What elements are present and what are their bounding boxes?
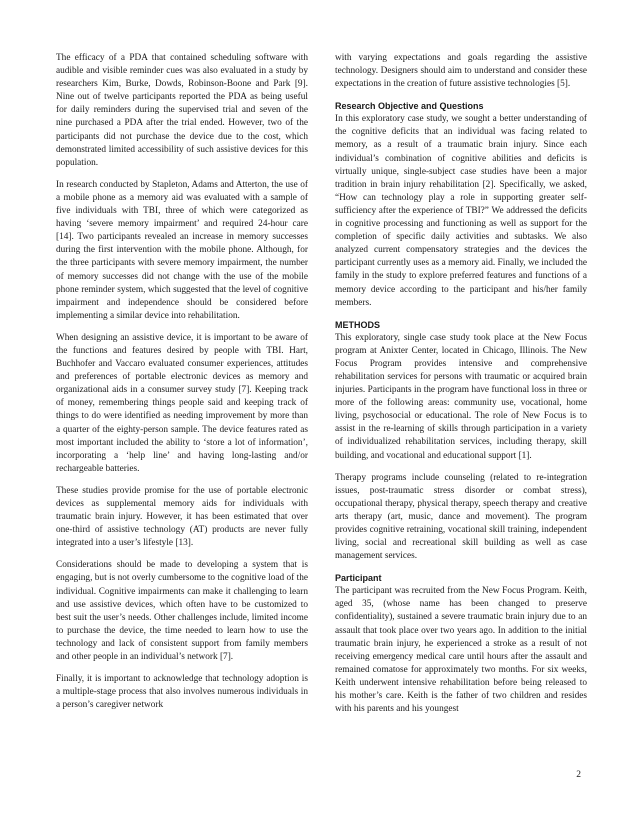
paragraph-pda-efficacy: The efficacy of a PDA that contained scheduling software with audible and visible reminder cues was also evaluated in a study by researchers Kim, Burke, Dowds, Robinson-Boone and Park [9]. Nine out of twelve participants reported the PDA as being useful for daily reminders during the supervised trial and seven of the nine purchased a PDA after the trial ended. However, two of the participants did not purchase the device due to the cost, which demonstrated limited accessibility of such assistive devices for this population. <box>56 53 308 168</box>
paragraph-therapy-programs: Therapy programs include counseling (related to re-integration issues, post-traumatic stress disorder or combat stress), occupational therapy, physical therapy, speech therapy and creative arts therapy (art, music, dance and movement). The program provides cognitive retraining, vocational skill training, independent living, social and recreational skill building as well as case management services. <box>335 472 587 562</box>
paragraph-considerations: Considerations should be made to developing a system that is engaging, but is not overly cumbersome to the cognitive load of the individual. Cognitive impairments can make it challenging to learn and use assistive devices, which often have to be customized to best suit the user’s needs. Other challenges include, limited income to purchase the device, the time needed to learn how to use the technology and lack of consistent support from family members and other people in an individual’s network [7]. <box>56 560 308 663</box>
paragraph-research-objective: In this exploratory case study, we sought a better understanding of the cognitive deficits that an individual was facing related to memory, as a result of a traumatic brain injury. Since each individual’s combination of cognitive abilities and deficits is virtually unique, single-subject case studies have been a major tradition in brain injury rehabilitation [2]. Specifically, we asked, “How can technology play a role in supporting greater self-sufficiency after the experience of TBI?” We addressed the deficits in cognitive processing and functioning as well as support for the completion of specific daily activities and subtasks. We also analyzed current compensatory strategies and the devices the participant currently uses as a memory aid. Finally, we included the family in the study to explore preferred features and functions of a memory device according to the participant and his/her family members. <box>335 114 587 308</box>
paragraph-participant: The participant was recruited from the New Focus Program. Keith, aged 35, (whose name has been changed to preserve confidentiality), sustained a severe traumatic brain injury due to an assault that took place over two years ago. In addition to the initial traumatic brain injury, he experienced a stroke as a result of not receiving emergency medical care until hours after the assault and remained comatose for approximately two months. For six weeks, Keith underwent intensive rehabilitation before being released to his mother’s care. Keith is the father of two children and resides with his parents and his youngest <box>335 586 587 715</box>
right-column <box>335 52 587 725</box>
paragraph-technology-adoption: Finally, it is important to acknowledge that technology adoption is a multiple-stage process that also involves numerous individuals in a person’s caregiver network <box>56 674 308 711</box>
heading-research-objective: Research Objective and Questions <box>335 101 484 112</box>
left-column <box>56 52 308 721</box>
paragraph-study-promise: These studies provide promise for the use of portable electronic devices as supplemental memory aids for individuals with traumatic brain injury. However, it has been estimated that over one-third of assistive technology (AT) products are never fully integrated into a user’s lifestyle [13]. <box>56 485 308 549</box>
page-number: 2 <box>576 770 581 780</box>
paragraph-continuation: with varying expectations and goals regarding the assistive technology. Designers should aim to understand and consider these expectations in the creation of future assistive technologies [5]. <box>335 53 587 90</box>
heading-methods: METHODS <box>335 319 380 330</box>
paragraph-mobile-phone-study: In research conducted by Stapleton, Adams and Atterton, the use of a mobile phone as a memory aid was evaluated with a sample of five individuals with TBI, three of which were categorized as having ‘severe memory impairment’ and required 24-hour care [14]. Two participants revealed an increase in memory successes during the first intervention with the mobile phone. Although, for the three participants with severe memory impairment, the number of memory successes did not change with the use of the mobile phone reminder system, which suggested that the level of cognitive impairment and independence should be considered before implementing a similar device into rehabilitation. <box>56 179 308 321</box>
paragraph-device-design: When designing an assistive device, it is important to be aware of the functions and features desired by people with TBI. Hart, Buchhofer and Vaccaro evaluated consumer experiences, attitudes and preferences of portable electronic devices as memory and organizational aids in a consumer survey study [7]. Keeping track of money, remembering things people said and keeping track of things to do were identified as needing improvement by more than a quarter of the eighty-person sample. The device features rated as most important included the ability to ‘store a lot of information’, incorporating a ‘help line’ and having long-lasting and/or rechargeable batteries. <box>56 332 308 474</box>
heading-participant: Participant <box>335 573 382 584</box>
paragraph-methods-setting: This exploratory, single case study took place at the New Focus program at Anixter Center, located in Chicago, Illinois. The New Focus Program provides intensive and comprehensive rehabilitation services for persons with traumatic or acquired brain injuries. Participants in the program have functional loss in three or more of the following areas: community use, vocational, home living, psychosocial or educational. The role of New Focus is to assist in the re-learning of skills through participation in a variety of individualized rehabilitation services, including therapy, skill building, and vocational and educational support [1]. <box>335 332 587 461</box>
